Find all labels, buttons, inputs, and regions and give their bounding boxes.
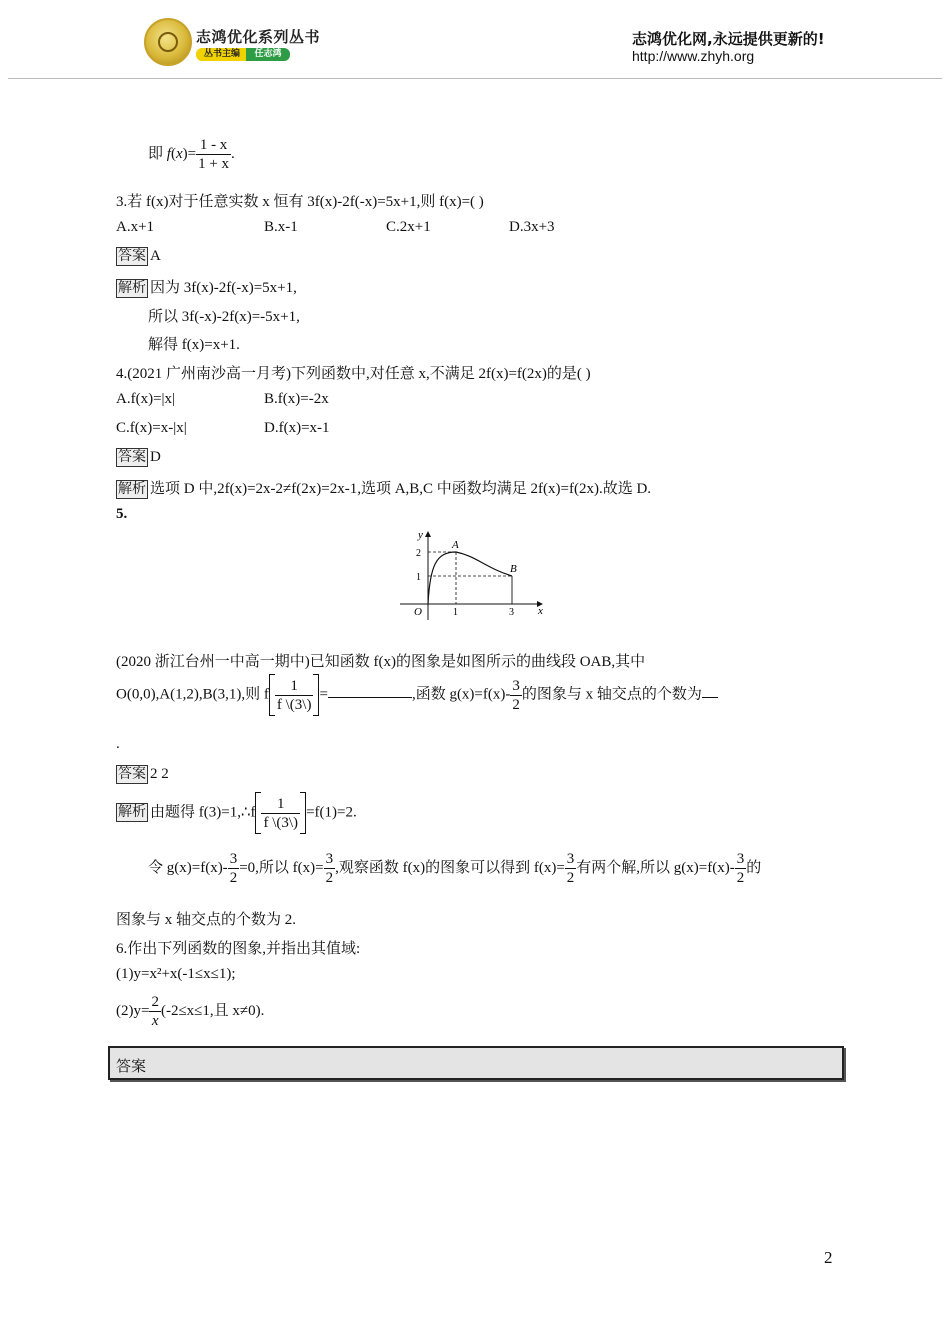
x-axis-label: x bbox=[538, 605, 543, 617]
fraction-denominator: 2 bbox=[325, 870, 334, 886]
fraction-denominator: 2 bbox=[229, 870, 238, 886]
q5-fraction bbox=[275, 677, 314, 714]
text-seg: 的 bbox=[746, 859, 762, 876]
question-3: 3.若 f(x)对于任意实数 x 恒有 3f(x)-2f(-x)=5x+1,则 f(x)=( ) bbox=[116, 194, 484, 210]
answer-tag: 答案 bbox=[118, 248, 146, 264]
editor-label: 丛书主编 bbox=[196, 48, 248, 61]
answer-tag: 答案 bbox=[118, 766, 146, 782]
two-over-x bbox=[149, 993, 161, 1030]
text-eq: )= bbox=[182, 145, 197, 162]
tick-y-2: 2 bbox=[416, 548, 421, 559]
analysis-tag: 解析 bbox=[118, 280, 146, 296]
text-seg: 有两个解,所以 g(x)=f(x)- bbox=[576, 859, 735, 876]
fraction-denominator: 2 bbox=[566, 870, 575, 886]
q5-exp-fraction bbox=[261, 795, 300, 832]
tick-x-1: 1 bbox=[453, 607, 458, 618]
editor-badge bbox=[196, 48, 292, 61]
fraction bbox=[196, 136, 231, 173]
q5-points-text: O(0,0),A(1,2),B(3,1),则 f bbox=[116, 686, 269, 703]
q3-analysis-line-2: 所以 3f(-x)-2f(x)=-5x+1, bbox=[148, 309, 300, 325]
point-a-label: A bbox=[452, 539, 459, 551]
site-url[interactable]: http://www.zhyh.org bbox=[632, 48, 755, 64]
text-seg: 令 g(x)=f(x)- bbox=[148, 859, 228, 876]
series-title: 志鸿优化系列丛书 bbox=[196, 28, 321, 46]
text-paren: ( bbox=[170, 145, 176, 162]
fraction-denominator: x bbox=[151, 1013, 159, 1029]
fraction-numerator: 1 - x bbox=[196, 136, 231, 155]
q5-analysis bbox=[116, 792, 357, 834]
analysis-tag: 解析 bbox=[118, 804, 146, 821]
text-f: f bbox=[166, 145, 171, 162]
answer-value: 2 2 bbox=[150, 766, 169, 782]
fraction-numerator: 3 bbox=[566, 851, 575, 867]
q5-analysis-line-2 bbox=[148, 850, 761, 887]
answer-bar[interactable] bbox=[108, 1046, 844, 1080]
answer-bar-label: 答案 bbox=[116, 1057, 147, 1075]
prev-result-line bbox=[148, 136, 235, 173]
fraction-numerator: 1 bbox=[261, 795, 300, 814]
text-seg: (2)y= bbox=[116, 1002, 150, 1019]
fraction-denominator: f \(3\) bbox=[276, 696, 312, 713]
text-seg: =0,所以 f(x)= bbox=[239, 859, 324, 876]
answer-value: A bbox=[150, 248, 161, 264]
tick-y-1: 1 bbox=[416, 572, 421, 583]
question-6: 6.作出下列函数的图象,并指出其值域: bbox=[116, 941, 361, 957]
q4-option-a[interactable]: A.f(x)=|x| bbox=[116, 391, 176, 407]
q3-option-b[interactable]: B.x-1 bbox=[264, 219, 298, 235]
q3-option-c[interactable]: C.2x+1 bbox=[386, 219, 431, 235]
q5-g-text: ,函数 g(x)=f(x)- bbox=[411, 686, 511, 703]
three-halves bbox=[735, 850, 747, 887]
origin-label: O bbox=[414, 606, 422, 618]
fraction-numerator: 3 bbox=[512, 677, 520, 694]
q6-part-2 bbox=[116, 993, 264, 1030]
series-logo-emblem bbox=[144, 18, 192, 66]
page-number: 2 bbox=[824, 1248, 833, 1267]
equals-sign: = bbox=[319, 686, 328, 703]
q5-text-line-2 bbox=[116, 674, 718, 716]
q5-analysis-line-3: 图象与 x 轴交点的个数为 2. bbox=[116, 912, 297, 928]
header-divider bbox=[8, 78, 942, 79]
site-slogan: 志鸿优化网,永远提供更新的! bbox=[632, 30, 825, 48]
tick-x-3: 3 bbox=[509, 607, 514, 618]
fraction-denominator: 2 bbox=[736, 870, 745, 886]
fraction-denominator: 1 + x bbox=[198, 156, 230, 172]
editor-name: 任志鸿 bbox=[246, 48, 290, 61]
analysis-tag: 解析 bbox=[118, 481, 146, 497]
q5-answer bbox=[116, 765, 169, 784]
fraction-numerator: 3 bbox=[736, 851, 745, 867]
q4-option-c[interactable]: C.f(x)=x-|x| bbox=[116, 420, 187, 436]
q5-period: . bbox=[116, 736, 120, 752]
q3-analysis-line-3: 解得 f(x)=x+1. bbox=[148, 337, 240, 353]
q3-analysis bbox=[116, 276, 297, 298]
question-4: 4.(2021 广州南沙高一月考)下列函数中,对任意 x,不满足 2f(x)=f(2x)的是( ) bbox=[116, 366, 591, 382]
q4-option-d[interactable]: D.f(x)=x-1 bbox=[264, 420, 330, 436]
q4-option-b[interactable]: B.f(x)=-2x bbox=[264, 391, 329, 407]
analysis-result: =f(1)=2. bbox=[306, 804, 357, 821]
fraction-denominator: f \(3\) bbox=[263, 814, 299, 831]
q3-option-a[interactable]: A.x+1 bbox=[116, 219, 155, 235]
fraction-numerator: 2 bbox=[151, 994, 159, 1010]
three-halves bbox=[510, 677, 522, 714]
answer-tag: 答案 bbox=[118, 449, 146, 465]
text-x: x bbox=[175, 145, 183, 162]
analysis-text: 由题得 f(3)=1,∴f bbox=[150, 804, 256, 821]
three-halves bbox=[324, 850, 336, 887]
fraction-denominator: 2 bbox=[512, 696, 520, 713]
fraction-numerator: 3 bbox=[229, 851, 238, 867]
blank-1[interactable] bbox=[328, 683, 412, 698]
curve-oab bbox=[428, 552, 512, 604]
fraction-numerator: 3 bbox=[325, 851, 334, 867]
q5-tail-text: 的图象与 x 轴交点的个数为 bbox=[521, 686, 702, 703]
text-prefix: 即 bbox=[148, 145, 167, 162]
q4-analysis bbox=[116, 477, 651, 499]
q3-option-d[interactable]: D.3x+3 bbox=[509, 219, 555, 235]
y-axis-label: y bbox=[418, 529, 423, 541]
point-b-label: B bbox=[510, 563, 517, 575]
q6-part-1: (1)y=x²+x(-1≤x≤1); bbox=[116, 966, 236, 982]
answer-value: D bbox=[150, 449, 161, 465]
text-seg: ,观察函数 f(x)的图象可以得到 f(x)= bbox=[335, 859, 565, 876]
function-graph bbox=[396, 526, 556, 622]
question-5-number: 5. bbox=[116, 506, 128, 522]
q3-answer bbox=[116, 247, 161, 266]
q4-answer bbox=[116, 448, 161, 467]
analysis-text: 因为 3f(x)-2f(-x)=5x+1, bbox=[150, 280, 297, 296]
text-seg: (-2≤x≤1,且 x≠0). bbox=[160, 1002, 265, 1019]
fraction-numerator: 1 bbox=[275, 677, 314, 696]
three-halves bbox=[565, 850, 577, 887]
q5-text-line-1: (2020 浙江台州一中高一期中)已知函数 f(x)的图象是如图所示的曲线段 OAB,其中 bbox=[116, 654, 646, 670]
blank-2[interactable] bbox=[702, 683, 718, 698]
three-halves bbox=[228, 850, 240, 887]
text-period: . bbox=[231, 145, 235, 162]
analysis-text: 选项 D 中,2f(x)=2x-2≠f(2x)=2x-1,选项 A,B,C 中函数均满足 2f(x)=f(2x).故选 D. bbox=[150, 481, 652, 497]
